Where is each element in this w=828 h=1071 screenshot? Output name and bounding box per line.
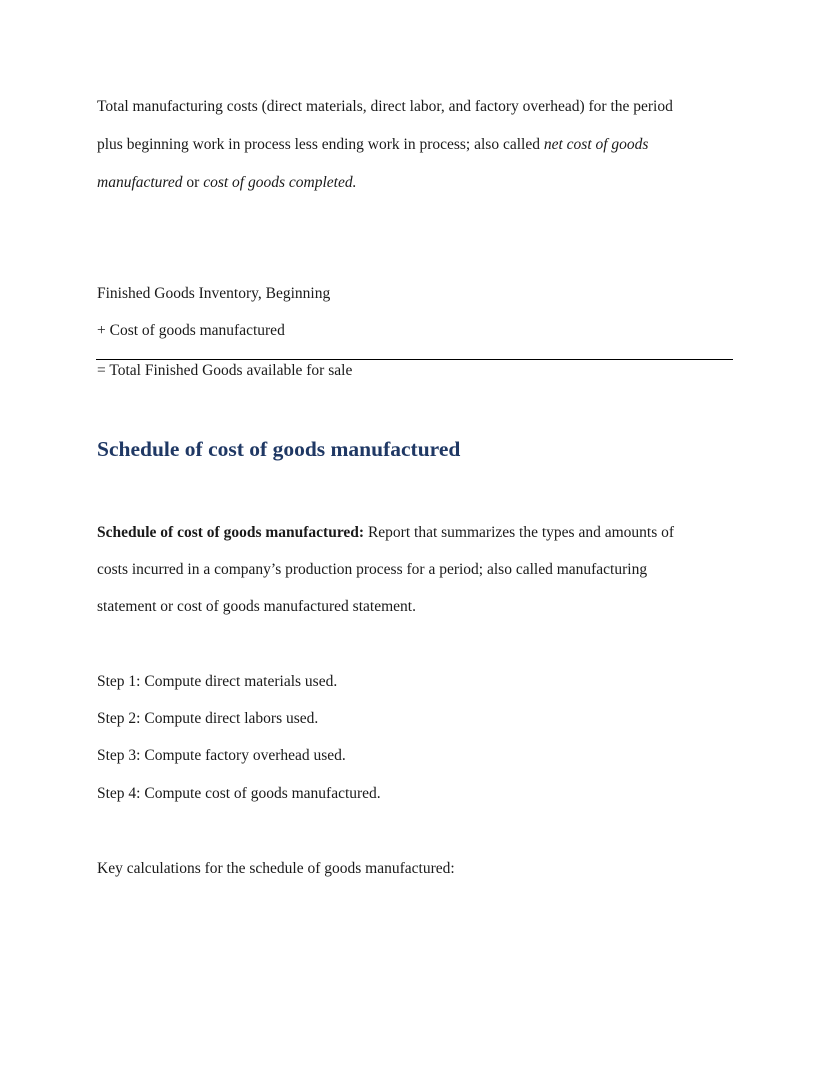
section-heading: Schedule of cost of goods manufactured bbox=[97, 437, 461, 461]
sum-divider bbox=[96, 359, 733, 360]
schedule-definition-text: Report that summarizes the types and amounts of bbox=[364, 524, 675, 541]
key-calculations-intro: Key calculations for the schedule of goods manufactured: bbox=[97, 860, 455, 877]
definition-text: plus beginning work in process less ending work in process; also called bbox=[97, 136, 544, 153]
schedule-definition-line-2: costs incurred in a company’s production process for a period; also called manufacturing bbox=[97, 561, 648, 578]
definition-italic-term: net cost of goods bbox=[543, 136, 649, 153]
definition-italic-term: manufactured bbox=[97, 174, 183, 191]
finished-goods-total: = Total Finished Goods available for sale bbox=[97, 362, 353, 379]
step-item: Step 4: Compute cost of goods manufactured. bbox=[97, 785, 381, 802]
schedule-term: Schedule of cost of goods manufactured: bbox=[97, 524, 365, 541]
definition-line-3 bbox=[97, 173, 356, 193]
definition-line-2 bbox=[97, 135, 648, 155]
step-item: Step 3: Compute factory overhead used. bbox=[97, 747, 346, 764]
schedule-definition-line-1 bbox=[97, 523, 674, 543]
definition-italic-term: cost of goods completed. bbox=[203, 174, 357, 191]
schedule-definition-line-3: statement or cost of goods manufactured statement. bbox=[97, 598, 416, 615]
definition-line-1: Total manufacturing costs (direct materials, direct labor, and factory overhead) for the period bbox=[97, 98, 673, 115]
step-item: Step 2: Compute direct labors used. bbox=[97, 710, 319, 727]
finished-goods-beginning: Finished Goods Inventory, Beginning bbox=[97, 285, 331, 302]
step-item: Step 1: Compute direct materials used. bbox=[97, 673, 338, 690]
finished-goods-plus-cogm: + Cost of goods manufactured bbox=[97, 322, 285, 339]
definition-text: or bbox=[182, 174, 204, 191]
